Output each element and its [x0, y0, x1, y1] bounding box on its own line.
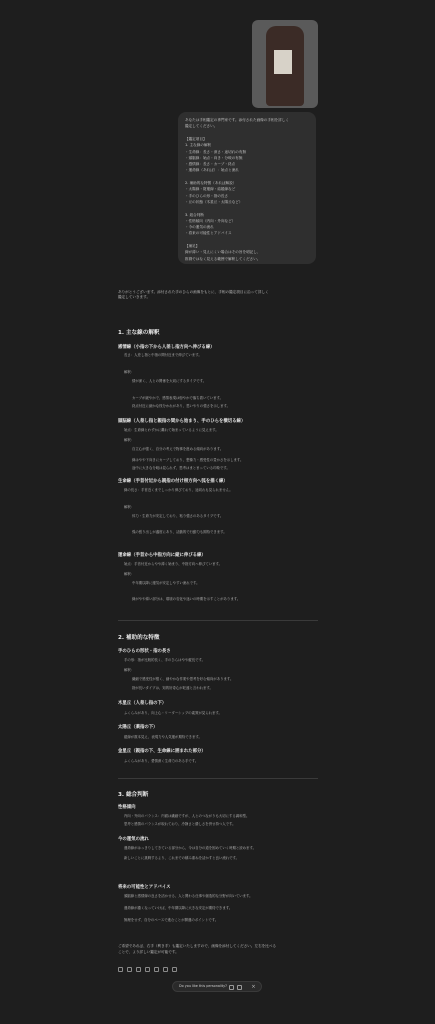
list-item: 解釈：	[124, 668, 135, 672]
bubble-line: 【鑑定項目】	[185, 136, 207, 141]
thumbs-down-icon[interactable]	[145, 967, 150, 972]
thumbs-down-icon[interactable]	[237, 985, 242, 990]
list-item: 途中に大きな分岐は見られず、思考はまとまっている印象です。	[132, 466, 230, 470]
section-title: 1. 主な線の解釈	[118, 330, 160, 336]
subheading: 太陽丘（薬指の下）	[118, 725, 158, 730]
list-item: カーブが緩やかで、感情表現は穏やかで落ち着いています。	[132, 396, 224, 400]
bubble-line: 2. 補助的な特徴（あれば解説）	[185, 181, 237, 185]
bubble-line: ・手のひらの形・指の長さ	[185, 193, 229, 198]
bubble-line: ・太陽線・財運線・結婚線など	[185, 187, 236, 192]
list-item: 線の長さ：手首近くまでしっかり伸びており、途切れも見られません。	[124, 488, 233, 492]
bubble-line: ・生命線：長さ・深さ・途切れの有無	[185, 149, 247, 154]
closing-line-2: ことで、より詳しい鑑定が可能です。	[118, 950, 179, 954]
list-item: 始点：手首付近からやや薄く始まり、中指方向へ伸びています。	[124, 562, 223, 566]
list-item: 解釈：	[124, 370, 135, 374]
subheading: 木星丘（人差し指の下）	[118, 701, 167, 706]
section-title: 2. 補助的な特徴	[118, 635, 160, 641]
list-item: 線がやや薄い部分は、環境の変化や迷いの時期を示すことがあります。	[132, 597, 241, 601]
bubble-line: ・丘の状態（木星丘・太陽丘など）	[185, 199, 243, 204]
list-item: ふくらみがあり、愛情深く生命力のある手です。	[124, 759, 199, 763]
regenerate-icon[interactable]	[163, 967, 168, 972]
list-item: 内向・外向のバランス：内面は繊細ですが、人とのつながりも大切にする調和型。	[124, 814, 250, 818]
more-icon[interactable]	[172, 967, 177, 972]
subheading: 生命線（手首付近から親指の付け根方向へ弧を描く線）	[118, 479, 228, 484]
list-item: 運命線が濃くなっていけば、中年期以降に大きな安定が期待できます。	[124, 906, 233, 910]
bubble-line: 【補足】	[185, 244, 200, 248]
subheading: 将来の可能性とアドバイス	[118, 885, 171, 890]
subheading: 頭脳線（人差し指と親指の間から始まり、手のひらを横切る線）	[118, 419, 246, 424]
list-item: 体力・生命力が安定しており、粘り強さのあるタイプです。	[132, 514, 224, 518]
bubble-line: ・今の運気の流れ	[185, 225, 214, 230]
list-item: 運命線がはっきりしてきている部分から、今は自分の道を固めていく時期と読めます。	[124, 846, 256, 850]
list-item: 思考と感情のバランスが取れており、冷静さと優しさを併せ持つ人です。	[124, 822, 236, 826]
survey-question: Do you like this personality?	[179, 984, 227, 988]
list-item: 手の形：指が比較的長く、手のひらはやや縦長です。	[124, 658, 206, 662]
subheading: 金星丘（親指の下、生命線に囲まれた部分）	[118, 749, 206, 754]
close-icon[interactable]: ×	[251, 983, 256, 990]
bubble-line: 鑑定してください。	[185, 124, 218, 129]
message-actions	[118, 967, 177, 975]
list-item: ふくらみがあり、向上心・リーダーシップの素質が見られます。	[124, 711, 222, 715]
closing-line-1: ご希望であれば、右手（利き手）も鑑定いたしますので、画像を添付してください。左右を比べる	[118, 944, 277, 948]
list-item: 弧の張り出しが適度にあり、活動的で行動力も期待できます。	[132, 530, 227, 534]
list-item: 中年期以降に運気が安定しやすい流れです。	[132, 581, 200, 585]
intro-line-2: 鑑定していきます。	[118, 295, 151, 299]
bubble-line: 推測ではなく見える範囲で解釈してください。	[185, 256, 261, 261]
list-item: 始点：生命線とわずかに離れて始まっているように見えます。	[124, 428, 219, 432]
list-item: 長さ：人差し指と中指の間付近まで伸びています。	[124, 353, 202, 357]
subheading: 感情線（小指の下から人差し指方向へ伸びる線）	[118, 345, 215, 350]
list-item: 新しいことに挑戦するより、これまでの積み重ねを活かすと良い流れです。	[124, 856, 240, 860]
list-item: 解釈：	[124, 438, 135, 442]
subheading: 運命線（手首から中指方向に縦に伸びる線）	[118, 553, 206, 558]
bubble-line: ・運命線（あれば）：始点と流れ	[185, 168, 239, 173]
list-item: 指が長いタイプは、知的好奇心が旺盛と言われます。	[132, 686, 213, 690]
speaker-icon[interactable]	[127, 967, 132, 972]
subheading: 手のひらの形状・指の長さ	[118, 649, 171, 654]
bubble-line: ・頭脳線：始点・向き・分岐の有無	[185, 155, 243, 160]
list-item: 繊細で感受性が強く、細やかな作業や思考を好む傾向があります。	[132, 677, 234, 681]
thumbs-up-icon[interactable]	[229, 985, 234, 990]
thumbs-up-icon[interactable]	[136, 967, 141, 972]
share-icon[interactable]	[154, 967, 159, 972]
divider	[118, 620, 318, 621]
list-item: 無理をせず、自分のペースで進むことが開運のポイントです。	[124, 918, 219, 922]
list-item: 縦線が数本見え、表現力や人気運が期待できます。	[124, 735, 202, 739]
bubble-line: あなたは手相鑑定の専門家です。添付された画像の手相を詳しく	[185, 118, 289, 122]
feedback-survey	[172, 981, 262, 992]
section-title: 3. 総合判断	[118, 792, 149, 798]
list-item: 情が深く、人との関係を大切にするタイプです。	[132, 379, 207, 383]
bubble-line: ・将来の可能性とアドバイス	[185, 231, 232, 236]
list-item: 終点付近に細かな枝分かれがあり、思いやりの強さを示します。	[132, 404, 231, 408]
list-item: 線はやや下向きにカーブしており、想像力・感受性の豊かさを示します。	[132, 458, 244, 462]
bubble-line: ・性格傾向（内向・外向など）	[185, 218, 236, 223]
list-item: 自立心が強く、自分の考えで物事を進める傾向があります。	[132, 447, 224, 451]
photo-attachment[interactable]	[252, 20, 318, 108]
divider	[118, 778, 318, 779]
copy-icon[interactable]	[118, 967, 123, 972]
list-item: 解釈：	[124, 572, 135, 576]
bubble-line: ・感情線：長さ・カーブ・終点	[185, 162, 236, 167]
user-message-bubble	[178, 112, 316, 264]
intro-line-1: ありがとうございます。添付された手のひらの画像をもとに、手相の鑑定項目に沿って詳しく	[118, 290, 269, 294]
paper-strip	[274, 50, 292, 74]
bubble-line: 1. 主な線の解釈	[185, 143, 212, 148]
bubble-line: 3. 総合判断	[185, 212, 204, 217]
subheading: 今の運気の流れ	[118, 837, 149, 842]
list-item: 解釈：	[124, 505, 135, 509]
subheading: 性格傾向	[118, 805, 136, 810]
bubble-line: 線が薄い・見えにくい場合はその旨を明記し、	[185, 250, 261, 255]
list-item: 頭脳線と感情線の良さを活かせる、人と関わる仕事や創造的な分野が向いています。	[124, 894, 253, 898]
